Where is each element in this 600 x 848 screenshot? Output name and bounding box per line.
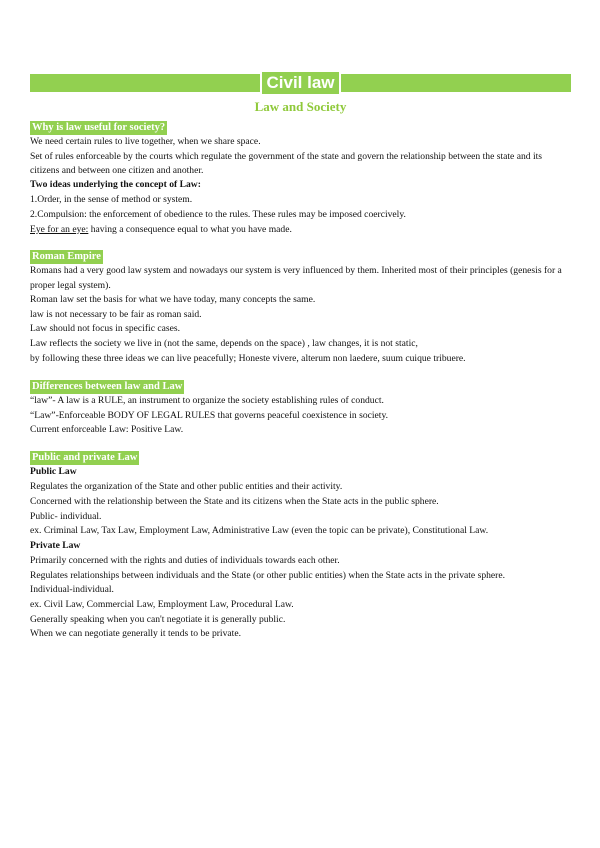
paragraph: ex. Civil Law, Commercial Law, Employment Law, Procedural Law. (30, 598, 294, 610)
paragraph: “Law”-Enforceable BODY OF LEGAL RULES that governs peaceful coexistence in society. (30, 409, 389, 421)
document-title (30, 72, 571, 94)
paragraph: Generally speaking when you can't negotiate it is generally public. (30, 613, 286, 625)
paragraph: Public- individual. (30, 510, 102, 522)
subheading: Two ideas underlying the concept of Law: (30, 179, 201, 191)
section-law-differences (30, 376, 571, 438)
section-roman-empire (30, 246, 571, 366)
section-why-law-useful (30, 117, 571, 237)
paragraph: We need certain rules to live together, when we share space. (30, 136, 261, 147)
section-heading: Differences between law and Law (32, 380, 183, 392)
paragraph: Primarily concerned with the rights and duties of individuals towards each other. (30, 554, 340, 566)
paragraph: law is not necessary to be fair as roman said. (30, 308, 202, 320)
document-body (30, 117, 571, 642)
section-heading: Roman Empire (32, 251, 101, 263)
paragraph: ex. Criminal Law, Tax Law, Employment Law, Administrative Law (even the topic can be private), Constitutional Law. (30, 525, 489, 537)
paragraph: 2.Compulsion: the enforcement of obedience to the rules. These rules may be imposed coercively. (30, 208, 406, 220)
document-title-text: Civil law (260, 72, 340, 94)
paragraph: Regulates relationships between individuals and the State (or other public entities) when the State acts in the private sphere. (30, 569, 506, 581)
section-heading: Public and private Law (32, 452, 138, 464)
paragraph: Roman law set the basis for what we have today, many concepts the same. (30, 293, 316, 305)
paragraph: When we can negotiate generally it tends to be private. (30, 628, 241, 640)
paragraph: Current enforceable Law: Positive Law. (30, 424, 184, 436)
paragraph: Individual-individual. (30, 583, 114, 595)
paragraph: Law should not focus in specific cases. (30, 323, 180, 335)
paragraph: Romans had a very good law system and nowadays our system is very influenced by them. Inherited most of their principles (genesis for a proper legal system). (30, 265, 562, 291)
paragraph: Law reflects the society we live in (not the same, depends on the space) , law changes, it is not static, (30, 338, 418, 350)
paragraph: by following these three ideas we can live peacefully; Honeste vivere, alterum non laedere, suum cuique tribuere. (30, 352, 466, 364)
paragraph: Concerned with the relationship between the State and its citizens when the State acts in the public sphere. (30, 495, 439, 507)
paragraph: Regulates the organization of the State and other public entities and their activity. (30, 480, 343, 492)
definition: having a consequence equal to what you have made. (88, 223, 292, 235)
term: Eye for an eye: (30, 223, 89, 235)
section-heading: Why is law useful for society? (32, 122, 166, 133)
paragraph: 1.Order, in the sense of method or system. (30, 194, 193, 205)
subheading: Private Law (30, 540, 81, 552)
document-subtitle: Law and Society (254, 99, 347, 114)
paragraph: Set of rules enforceable by the courts which regulate the government of the state and govern the relationship between the state and its citizens and between one citizen and another. (30, 150, 543, 176)
section-public-private-law (30, 447, 571, 642)
paragraph: “law”- A law is a RULE, an instrument to organize the society establishing rules of conduct. (30, 394, 384, 406)
subheading: Public Law (30, 466, 77, 478)
paragraph (30, 223, 571, 238)
